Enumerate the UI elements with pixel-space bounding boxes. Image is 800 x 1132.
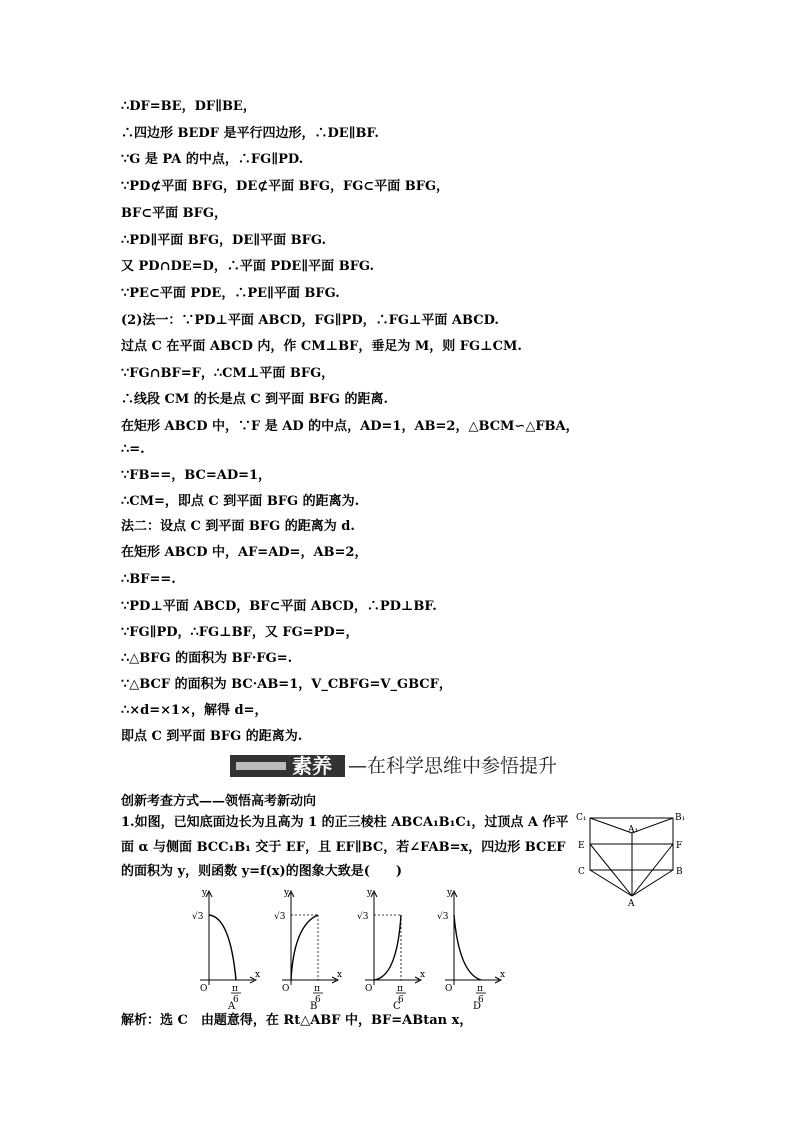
graph-curve <box>291 915 318 980</box>
banner-badge: 素养 <box>292 754 332 778</box>
text-line: ∴线段 CM 的长是点 C 到平面 BFG 的距离. <box>121 392 389 407</box>
tick-label-six: 6 <box>398 995 404 1005</box>
axis-label-x: x <box>500 970 505 980</box>
question-line: 1.如图，已知底面边长为且高为 1 的正三棱柱 ABCA₁B₁C₁，过顶点 A 作平 <box>121 815 569 830</box>
option-graph-a <box>180 885 260 1005</box>
option-label-d: D <box>473 1001 482 1012</box>
question-line: 面 α 与侧面 BCC₁B₁ 交于 EF，且 EF∥BC，若∠FAB=x，四边形 BCEF <box>121 840 566 855</box>
option-label-b: B <box>310 1001 318 1012</box>
axis-label-y: y <box>284 888 290 898</box>
banner-title: —在科学思维中参悟提升 <box>348 755 558 777</box>
label-b1: B₁ <box>675 813 686 823</box>
text-line: 法二：设点 C 到平面 BFG 的距离为 d. <box>121 519 355 534</box>
axis-label-y: y <box>447 888 453 898</box>
section-banner <box>230 753 570 779</box>
axis-label-y: y <box>202 888 208 898</box>
text-line: ∴PD∥平面 BFG，DE∥平面 BFG. <box>121 233 327 248</box>
text-line: ∴DF=BE，DF∥BE， <box>121 99 256 114</box>
prism-figure <box>572 808 690 908</box>
text-line: ∵PE⊂平面 PDE，∴PE∥平面 BFG. <box>121 286 340 301</box>
text-line: ∴四边形 BEDF 是平行四边形，∴DE∥BF. <box>121 126 379 141</box>
option-label-a: A <box>228 1001 236 1012</box>
subtitle: 创新考查方式——领悟高考新动向 <box>121 794 317 809</box>
text-line: 在矩形 ABCD 中，∵F 是 AD 的中点，AD=1，AB=2，△BCM∽△FBA， <box>121 419 579 434</box>
tick-label-six: 6 <box>315 995 321 1005</box>
label-b: B <box>676 867 683 877</box>
text-line: ∴×d=×1×，解得 d=， <box>121 703 268 718</box>
text-line: ∵△BCF 的面积为 BC·AB=1，V_CBFG=V_GBCF， <box>121 677 452 692</box>
graph-curve <box>374 915 401 980</box>
graph-curve <box>209 915 236 980</box>
tick-label-sqrt3: √3 <box>274 912 286 922</box>
origin-label: O <box>445 984 453 994</box>
text-line: 过点 C 在平面 ABCD 内，作 CM⊥BF，垂足为 M，则 FG⊥CM. <box>121 339 522 354</box>
origin-label: O <box>365 984 373 994</box>
option-label-c: C <box>393 1001 401 1012</box>
text-line: ∴△BFG 的面积为 BF·FG=. <box>121 651 293 666</box>
tick-label-six: 6 <box>478 995 484 1005</box>
label-e: E <box>578 841 585 851</box>
axis-label-x: x <box>420 970 425 980</box>
origin-label: O <box>200 984 208 994</box>
question-line: 的面积为 y，则函数 y=f(x)的图象大致是( ) <box>121 864 402 879</box>
text-line: 又 PD∩DE=D，∴平面 PDE∥平面 BFG. <box>121 259 375 274</box>
text-line: ∴=. <box>121 442 145 457</box>
tick-label-pi: π <box>477 984 483 994</box>
axis-label-x: x <box>255 970 260 980</box>
tick-label-sqrt3: √3 <box>192 912 204 922</box>
tick-label-sqrt3: √3 <box>437 912 449 922</box>
text-line: ∴CM=，即点 C 到平面 BFG 的距离为. <box>121 494 360 509</box>
text-line: ∵PD⊄平面 BFG，DE⊄平面 BFG，FG⊂平面 BFG， <box>121 179 450 194</box>
origin-label: O <box>282 984 290 994</box>
axis-label-x: x <box>337 970 342 980</box>
axis-label-y: y <box>367 888 373 898</box>
label-a: A <box>628 899 635 908</box>
label-c1: C₁ <box>576 813 587 823</box>
text-line: ∴BF==. <box>121 572 176 587</box>
text-line: (2)法一：∵PD⊥平面 ABCD，FG∥PD，∴FG⊥平面 ABCD. <box>121 313 499 328</box>
text-line: ∵FB==，BC=AD=1， <box>121 468 272 483</box>
text-line: ∵PD⊥平面 ABCD，BF⊂平面 ABCD，∴PD⊥BF. <box>121 599 437 614</box>
tick-label-pi: π <box>397 984 403 994</box>
graph-curve <box>454 915 481 980</box>
label-c: C <box>578 867 585 877</box>
text-line: 在矩形 ABCD 中，AF=AD=，AB=2， <box>121 545 368 560</box>
option-graph-c <box>345 885 425 1005</box>
tick-label-six: 6 <box>233 995 239 1005</box>
tick-label-pi: π <box>232 984 238 994</box>
text-line: ∵FG∥PD，∴FG⊥BF，又 FG=PD=， <box>121 625 359 640</box>
text-line: ∵FG∩BF=F，∴CM⊥平面 BFG， <box>121 366 335 381</box>
tick-label-pi: π <box>314 984 320 994</box>
label-a1: A₁ <box>628 825 639 835</box>
text-line: BF⊂平面 BFG， <box>121 206 227 221</box>
text-line: 即点 C 到平面 BFG 的距离为. <box>121 729 303 744</box>
tick-label-sqrt3: √3 <box>357 912 369 922</box>
option-graph-d <box>425 885 505 1005</box>
option-graph-b <box>262 885 342 1005</box>
label-f: F <box>676 841 683 851</box>
text-line: ∵G 是 PA 的中点，∴FG∥PD. <box>121 152 304 167</box>
answer-line: 解析：选 C 由题意得，在 Rt△ABF 中，BF=ABtan x， <box>121 1013 473 1028</box>
